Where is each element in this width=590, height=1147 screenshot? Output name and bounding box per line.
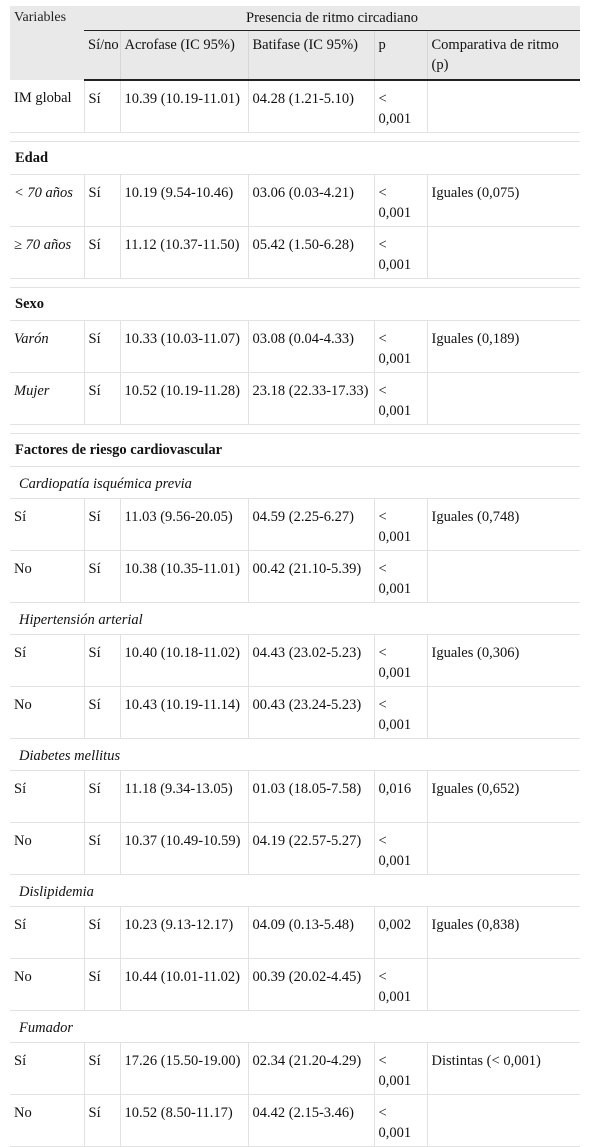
cell-comparativa: Distintas (< 0,001) bbox=[427, 1043, 580, 1095]
cell-batifase: 02.34 (21.20-4.29) bbox=[248, 1043, 374, 1095]
cell-batifase: 00.39 (20.02-4.45) bbox=[248, 959, 374, 1011]
cell-acrofase: 11.12 (10.37-11.50) bbox=[120, 227, 248, 279]
table-body bbox=[10, 80, 580, 1147]
column-header-p: p bbox=[374, 31, 427, 81]
cell-acrofase: 10.52 (8.50-11.17) bbox=[120, 1095, 248, 1147]
cell-p: 0,002 bbox=[374, 907, 427, 959]
cell-p: < 0,001 bbox=[374, 551, 427, 603]
spacer-row bbox=[10, 279, 580, 288]
cell-sino: Sí bbox=[84, 1095, 120, 1147]
row-label: Sí bbox=[10, 1043, 84, 1095]
table-row bbox=[10, 227, 580, 279]
cell-comparativa bbox=[427, 227, 580, 279]
subsection-row bbox=[10, 467, 580, 499]
cell-batifase: 04.09 (0.13-5.48) bbox=[248, 907, 374, 959]
cell-p: < 0,001 bbox=[374, 227, 427, 279]
table-row bbox=[10, 687, 580, 739]
cell-acrofase: 17.26 (15.50-19.00) bbox=[120, 1043, 248, 1095]
table-row bbox=[10, 551, 580, 603]
subsection-title: Fumador bbox=[10, 1011, 580, 1043]
table-row bbox=[10, 373, 580, 425]
cell-comparativa: Iguales (0,652) bbox=[427, 771, 580, 823]
cell-comparativa bbox=[427, 687, 580, 739]
row-label: No bbox=[10, 1095, 84, 1147]
cell-batifase: 00.42 (21.10-5.39) bbox=[248, 551, 374, 603]
subsection-row bbox=[10, 739, 580, 771]
cell-p: < 0,001 bbox=[374, 687, 427, 739]
cell-batifase: 04.19 (22.57-5.27) bbox=[248, 823, 374, 875]
cell-sino: Sí bbox=[84, 907, 120, 959]
cell-batifase: 03.06 (0.03-4.21) bbox=[248, 175, 374, 227]
cell-p: < 0,001 bbox=[374, 823, 427, 875]
row-label: IM global bbox=[10, 80, 84, 133]
cell-p: 0,016 bbox=[374, 771, 427, 823]
column-header-batifase: Batifase (IC 95%) bbox=[248, 31, 374, 81]
subsection-row bbox=[10, 875, 580, 907]
section-row bbox=[10, 434, 580, 467]
cell-sino: Sí bbox=[84, 175, 120, 227]
cell-sino: Sí bbox=[84, 959, 120, 1011]
section-title: Edad bbox=[10, 142, 580, 175]
cell-p: < 0,001 bbox=[374, 1043, 427, 1095]
row-label: No bbox=[10, 687, 84, 739]
section-row bbox=[10, 288, 580, 321]
spacer-row bbox=[10, 133, 580, 142]
cell-acrofase: 10.38 (10.35-11.01) bbox=[120, 551, 248, 603]
cell-comparativa bbox=[427, 551, 580, 603]
row-label: No bbox=[10, 959, 84, 1011]
table-container bbox=[10, 6, 580, 1147]
section-title: Sexo bbox=[10, 288, 580, 321]
cell-sino: Sí bbox=[84, 373, 120, 425]
section-title: Factores de riesgo cardiovascular bbox=[10, 434, 580, 467]
row-label: Varón bbox=[10, 321, 84, 373]
cell-batifase: 04.42 (2.15-3.46) bbox=[248, 1095, 374, 1147]
row-label: Sí bbox=[10, 771, 84, 823]
table-row bbox=[10, 175, 580, 227]
row-label: Sí bbox=[10, 499, 84, 551]
cell-comparativa bbox=[427, 823, 580, 875]
row-label: < 70 años bbox=[10, 175, 84, 227]
table-row bbox=[10, 959, 580, 1011]
cell-acrofase: 10.40 (10.18-11.02) bbox=[120, 635, 248, 687]
cell-p: < 0,001 bbox=[374, 499, 427, 551]
cell-acrofase: 10.19 (9.54-10.46) bbox=[120, 175, 248, 227]
cell-sino: Sí bbox=[84, 635, 120, 687]
cell-comparativa bbox=[427, 959, 580, 1011]
cell-p: < 0,001 bbox=[374, 80, 427, 133]
cell-batifase: 04.28 (1.21-5.10) bbox=[248, 80, 374, 133]
cell-acrofase: 10.52 (10.19-11.28) bbox=[120, 373, 248, 425]
subsection-title: Cardiopatía isquémica previa bbox=[10, 467, 580, 499]
table-row bbox=[10, 1043, 580, 1095]
subsection-title: Hipertensión arterial bbox=[10, 603, 580, 635]
cell-sino: Sí bbox=[84, 321, 120, 373]
row-label: Mujer bbox=[10, 373, 84, 425]
table-row bbox=[10, 80, 580, 133]
cell-acrofase: 10.44 (10.01-11.02) bbox=[120, 959, 248, 1011]
cell-sino: Sí bbox=[84, 771, 120, 823]
cell-comparativa: Iguales (0,189) bbox=[427, 321, 580, 373]
cell-comparativa: Iguales (0,306) bbox=[427, 635, 580, 687]
cell-acrofase: 10.43 (10.19-11.14) bbox=[120, 687, 248, 739]
cell-acrofase: 11.18 (9.34-13.05) bbox=[120, 771, 248, 823]
cell-sino: Sí bbox=[84, 551, 120, 603]
cell-p: < 0,001 bbox=[374, 959, 427, 1011]
cell-comparativa: Iguales (0,748) bbox=[427, 499, 580, 551]
table-row bbox=[10, 771, 580, 823]
table-row bbox=[10, 499, 580, 551]
cell-p: < 0,001 bbox=[374, 635, 427, 687]
variables-header: Variables bbox=[10, 6, 84, 80]
column-header-acrofase: Acrofase (IC 95%) bbox=[120, 31, 248, 81]
subsection-row bbox=[10, 603, 580, 635]
row-label: No bbox=[10, 551, 84, 603]
cell-batifase: 01.03 (18.05-7.58) bbox=[248, 771, 374, 823]
table-row bbox=[10, 1095, 580, 1147]
cell-acrofase: 11.03 (9.56-20.05) bbox=[120, 499, 248, 551]
table-row bbox=[10, 823, 580, 875]
table-header bbox=[10, 6, 580, 80]
cell-batifase: 00.43 (23.24-5.23) bbox=[248, 687, 374, 739]
cell-comparativa: Iguales (0,075) bbox=[427, 175, 580, 227]
row-label: Sí bbox=[10, 907, 84, 959]
table-row bbox=[10, 635, 580, 687]
subsection-title: Diabetes mellitus bbox=[10, 739, 580, 771]
cell-p: < 0,001 bbox=[374, 1095, 427, 1147]
cell-sino: Sí bbox=[84, 80, 120, 133]
cell-acrofase: 10.37 (10.49-10.59) bbox=[120, 823, 248, 875]
cell-p: < 0,001 bbox=[374, 373, 427, 425]
cell-acrofase: 10.33 (10.03-11.07) bbox=[120, 321, 248, 373]
spacer-row bbox=[10, 425, 580, 434]
cell-batifase: 04.43 (23.02-5.23) bbox=[248, 635, 374, 687]
cell-sino: Sí bbox=[84, 499, 120, 551]
cell-sino: Sí bbox=[84, 687, 120, 739]
row-label: ≥ 70 años bbox=[10, 227, 84, 279]
cell-acrofase: 10.23 (9.13-12.17) bbox=[120, 907, 248, 959]
group-header: Presencia de ritmo circadiano bbox=[84, 6, 580, 31]
cell-comparativa bbox=[427, 373, 580, 425]
cell-batifase: 03.08 (0.04-4.33) bbox=[248, 321, 374, 373]
cell-acrofase: 10.39 (10.19-11.01) bbox=[120, 80, 248, 133]
cell-sino: Sí bbox=[84, 823, 120, 875]
column-header-comparativa: Comparativa de ritmo (p) bbox=[427, 31, 580, 81]
circadian-rhythm-table bbox=[10, 6, 580, 1147]
cell-p: < 0,001 bbox=[374, 321, 427, 373]
row-label: No bbox=[10, 823, 84, 875]
cell-batifase: 05.42 (1.50-6.28) bbox=[248, 227, 374, 279]
cell-p: < 0,001 bbox=[374, 175, 427, 227]
table-row bbox=[10, 321, 580, 373]
row-label: Sí bbox=[10, 635, 84, 687]
cell-sino: Sí bbox=[84, 227, 120, 279]
cell-comparativa bbox=[427, 1095, 580, 1147]
cell-comparativa bbox=[427, 80, 580, 133]
cell-comparativa: Iguales (0,838) bbox=[427, 907, 580, 959]
cell-sino: Sí bbox=[84, 1043, 120, 1095]
cell-batifase: 04.59 (2.25-6.27) bbox=[248, 499, 374, 551]
column-header-sino: Sí/no bbox=[84, 31, 120, 81]
subsection-title: Dislipidemia bbox=[10, 875, 580, 907]
section-row bbox=[10, 142, 580, 175]
cell-batifase: 23.18 (22.33-17.33) bbox=[248, 373, 374, 425]
subsection-row bbox=[10, 1011, 580, 1043]
table-row bbox=[10, 907, 580, 959]
